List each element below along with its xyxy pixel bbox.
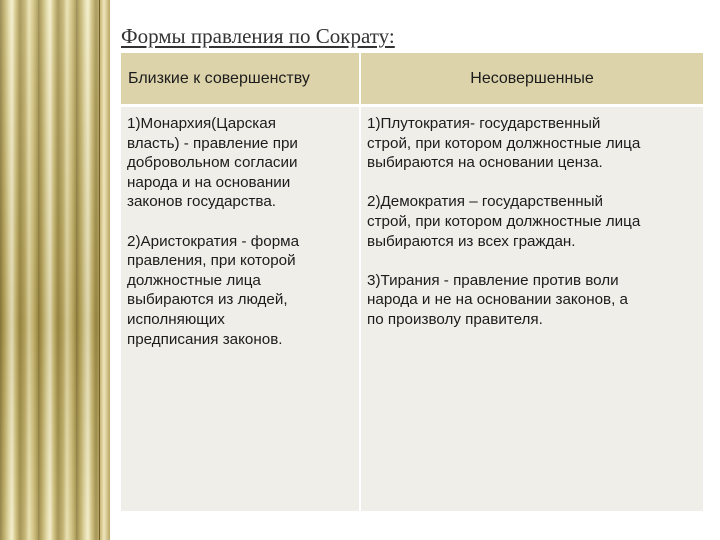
plutocracy-line: выбираются на основании ценза. — [367, 154, 603, 172]
aristocracy-line: правления, при которой — [127, 252, 296, 270]
header-near-perfect-label: Близкие к совершенству — [128, 69, 310, 87]
monarchy-line: народа и на основании — [127, 173, 291, 191]
monarchy-line: власть) - правление при — [127, 134, 298, 152]
slide-title: Формы правления по Сократу: — [121, 24, 395, 48]
tyranny-line: народа и не на основании законов, а — [367, 291, 628, 309]
monarchy-line: законов государства. — [127, 193, 276, 211]
header-near-perfect — [121, 53, 359, 104]
header-imperfect — [361, 53, 703, 104]
government-forms-table — [121, 53, 703, 511]
near-perfect-column — [127, 114, 353, 369]
column-divider — [359, 107, 361, 511]
plutocracy-line: строй, при котором должностные лица — [367, 134, 641, 152]
tyranny-line: 3)Тирания - правление против воли — [367, 271, 619, 289]
aristocracy-item — [127, 232, 353, 350]
decorative-gold-strip — [100, 0, 110, 540]
monarchy-line: 1)Монархия(Царская — [127, 115, 276, 132]
header-row-divider — [121, 104, 703, 107]
tyranny-item — [367, 271, 697, 330]
democracy-line: 2)Демократия – государственный — [367, 193, 604, 211]
decorative-gold-band — [0, 0, 100, 540]
tyranny-line: по произволу правителя. — [367, 310, 543, 328]
democracy-item — [367, 192, 697, 251]
aristocracy-line: предписания законов. — [127, 330, 283, 348]
democracy-line: строй, при котором должностные лица — [367, 212, 641, 230]
aristocracy-line: должностные лица — [127, 271, 261, 289]
aristocracy-line: исполняющих — [127, 310, 225, 328]
democracy-line: выбираются из всех граждан. — [367, 232, 576, 250]
plutocracy-line: 1)Плутократия- государственный — [367, 115, 601, 132]
aristocracy-line: выбираются из людей, — [127, 291, 288, 309]
plutocracy-item — [367, 114, 697, 173]
aristocracy-line: 2)Аристократия - форма — [127, 232, 300, 250]
monarchy-item — [127, 114, 353, 212]
imperfect-column — [367, 114, 697, 349]
monarchy-line: добровольном согласии — [127, 154, 298, 172]
header-imperfect-label: Несовершенные — [470, 69, 594, 87]
